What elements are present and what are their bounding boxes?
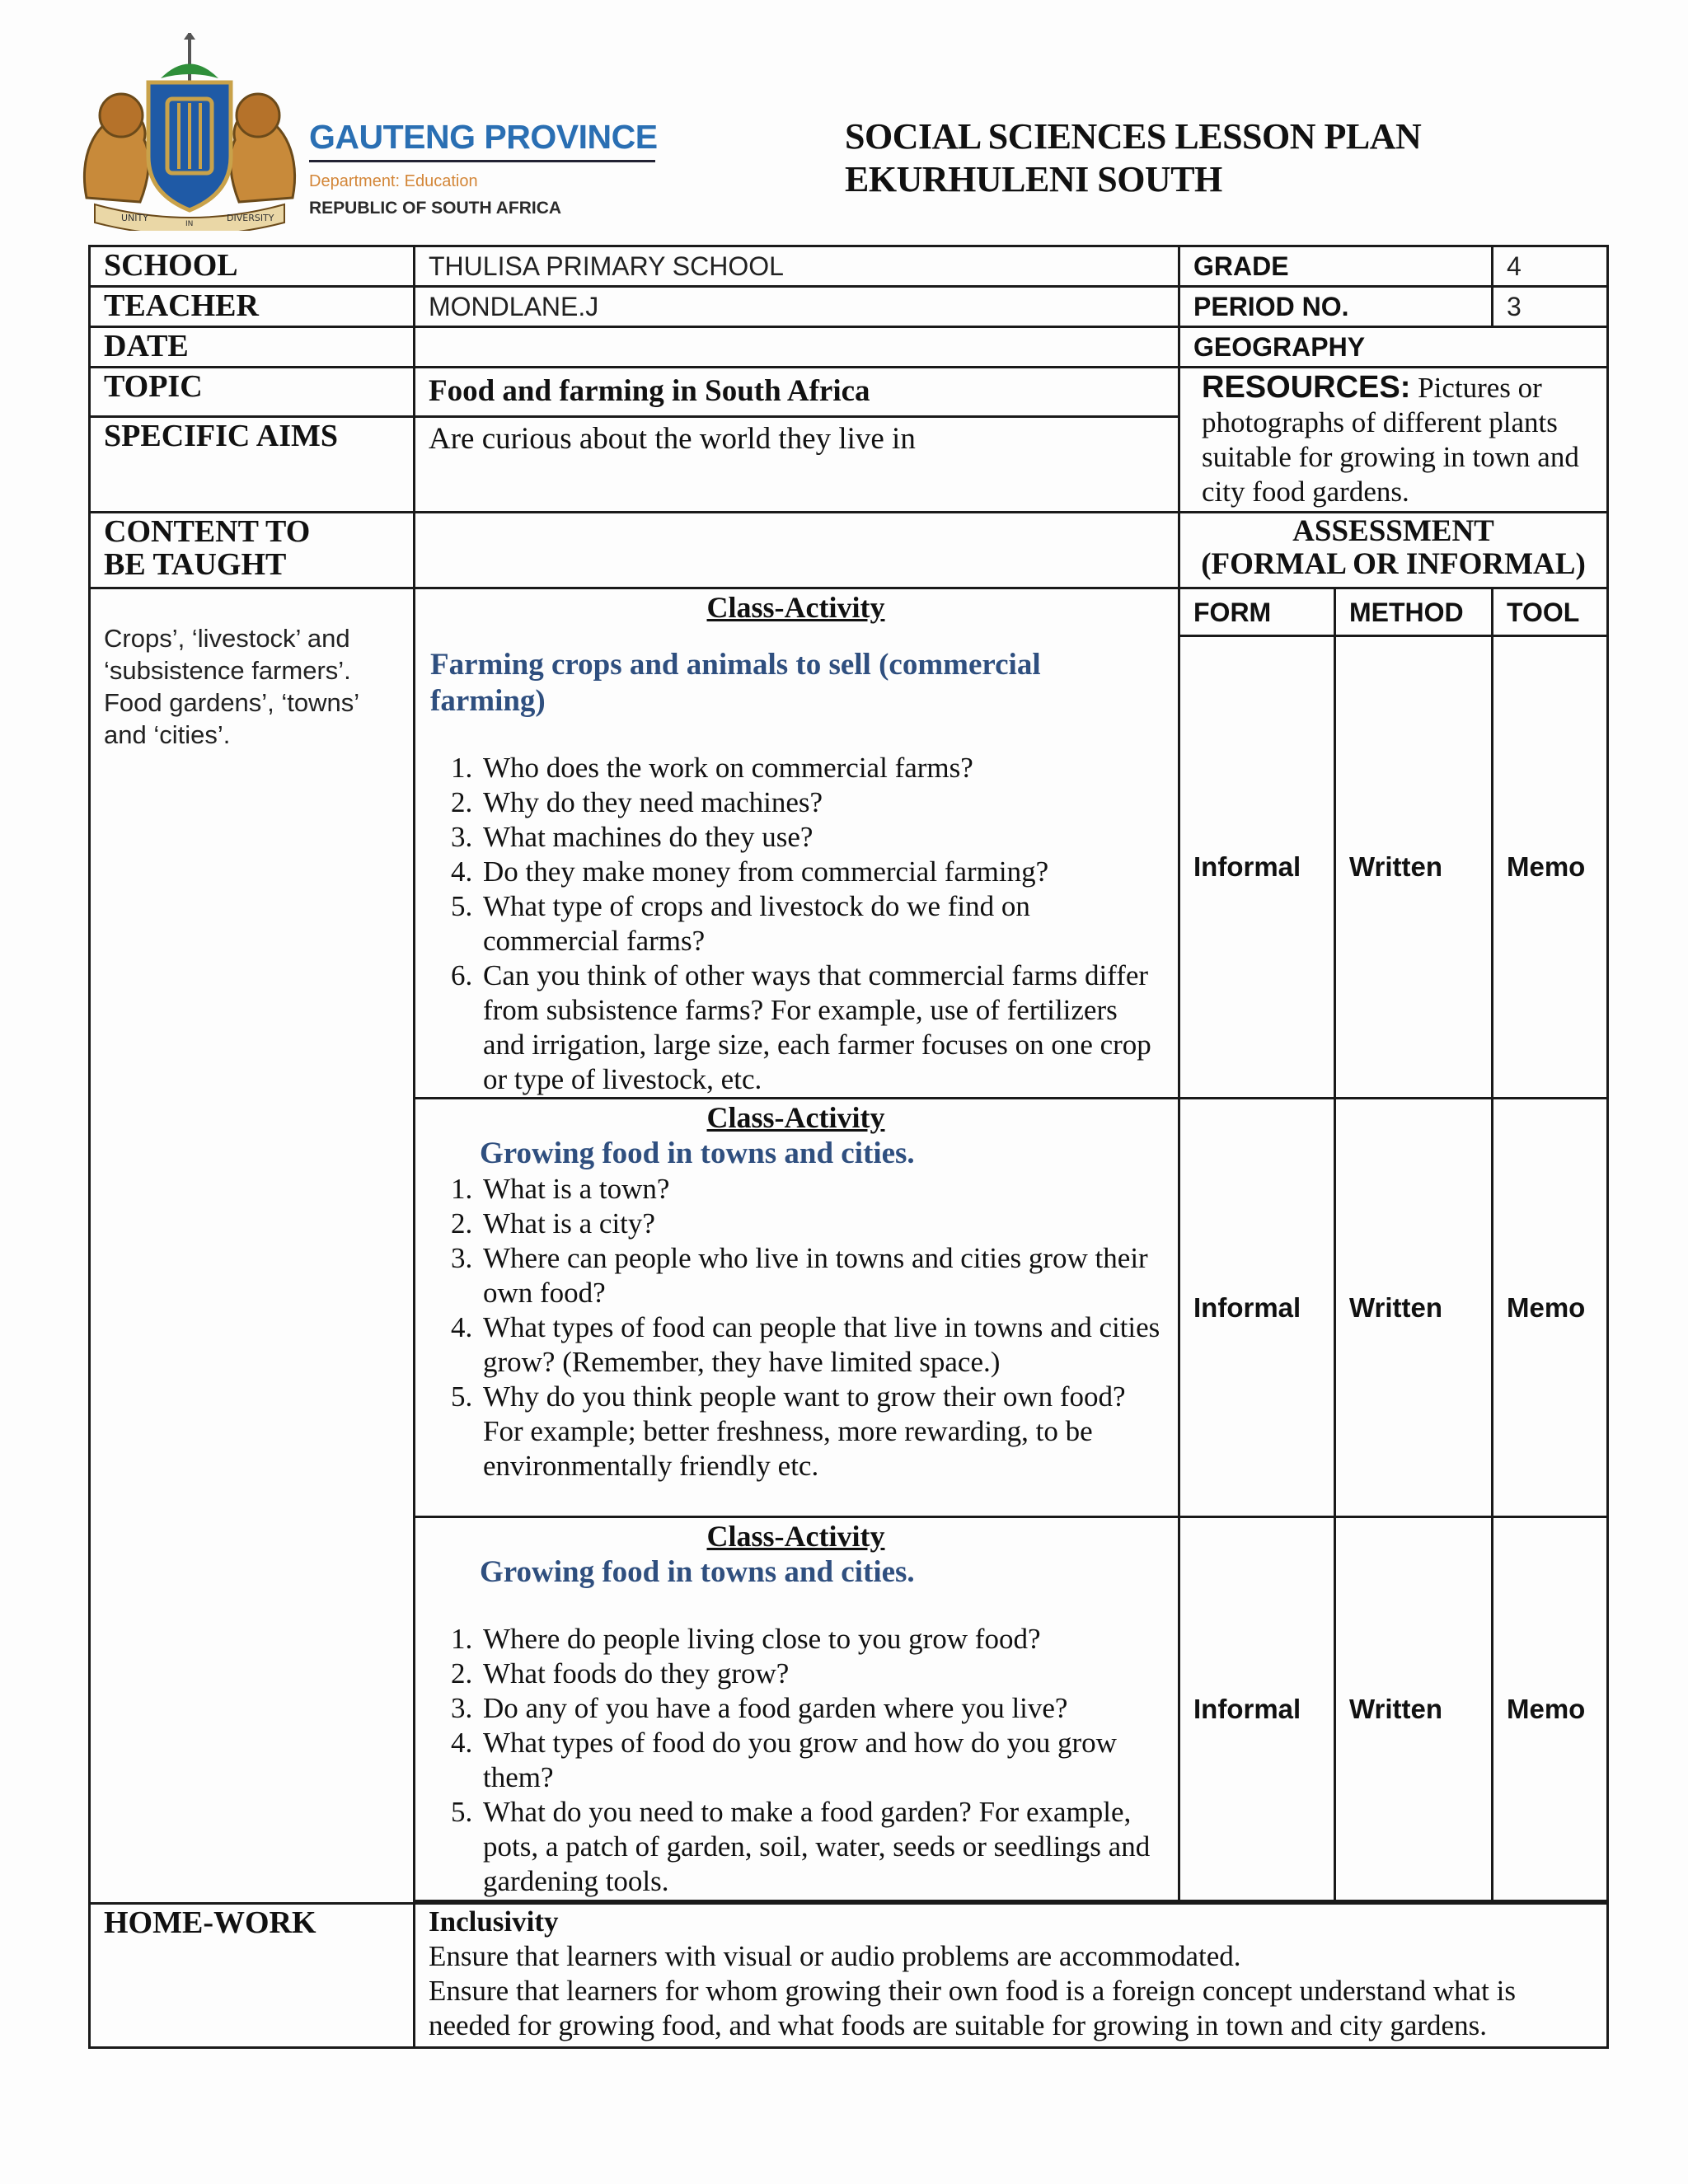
content-header-empty: [415, 513, 1179, 588]
content-label-line-1: CONTENT TO: [104, 514, 311, 549]
question-item: 4. Do they make money from commercial farming?: [480, 855, 1161, 889]
content-label: [90, 513, 415, 588]
activity-1-form: Informal: [1179, 636, 1335, 1099]
activity-2-questions: [430, 1172, 1161, 1483]
content-line-2: ‘subsistence farmers’.: [104, 656, 351, 685]
activity-3-questions: [430, 1622, 1161, 1899]
resources-cell: [1179, 368, 1608, 513]
period-label: PERIOD NO.: [1179, 287, 1493, 327]
activity-1-title: Class-Activity: [706, 591, 885, 624]
crest-scroll-text-3: DIVERSITY: [227, 213, 274, 223]
table-row-activity-1-head: [90, 588, 1608, 636]
document-title: [845, 115, 1421, 201]
school-label: SCHOOL: [90, 246, 415, 287]
activity-1-cell: [415, 588, 1179, 1099]
question-item: 3. Do any of you have a food garden where you live?: [480, 1691, 1161, 1726]
question-item: 2. Why do they need machines?: [480, 785, 1161, 820]
date-value: [415, 327, 1179, 368]
activity-3-form: Informal: [1179, 1517, 1335, 1901]
activity-1-tool: Memo: [1493, 636, 1608, 1099]
teacher-label: TEACHER: [90, 287, 415, 327]
table-row-date: [90, 327, 1608, 368]
activity-1-subtitle: Farming crops and animals to sell (commercial farming): [430, 648, 1041, 718]
logo-divider: [309, 160, 655, 162]
topic-value: Food and farming in South Africa: [415, 368, 1179, 417]
subject-label: GEOGRAPHY: [1179, 327, 1608, 368]
assessment-line-1: ASSESSMENT: [1292, 514, 1494, 548]
question-item: 5. What type of crops and livestock do we find on commercial farms?: [480, 889, 1161, 958]
activity-3-tool: Memo: [1493, 1517, 1608, 1901]
homework-title: Inclusivity: [429, 1905, 559, 1938]
activity-2-subtitle: Growing food in towns and cities.: [480, 1137, 915, 1170]
homework-cell: [415, 1904, 1608, 2048]
content-line-4: and ‘cities’.: [104, 720, 231, 749]
title-line-2: EKURHULENI SOUTH: [845, 159, 1222, 199]
topic-label: TOPIC: [90, 368, 415, 417]
method-header: METHOD: [1335, 588, 1493, 636]
activity-2-cell: [415, 1099, 1179, 1517]
question-item: 2. What is a city?: [480, 1207, 1161, 1241]
homework-label: HOME-WORK: [90, 1904, 415, 2048]
teacher-value: MONDLANE.J: [415, 287, 1179, 327]
grade-label: GRADE: [1179, 246, 1493, 287]
table-row-content-header: [90, 513, 1608, 588]
table-row-teacher: [90, 287, 1608, 327]
org-name: GAUTENG PROVINCE: [309, 118, 658, 156]
aims-label: SPECIFIC AIMS: [90, 417, 415, 513]
aims-value: Are curious about the world they live in: [415, 417, 1179, 513]
grade-value: 4: [1493, 246, 1608, 287]
activity-1-method: Written: [1335, 636, 1493, 1099]
activity-1-questions: [430, 751, 1161, 1097]
question-item: 5. What do you need to make a food garden? For example, pots, a patch of garden, soil, water, seeds or seedlings and gardening tools.: [480, 1795, 1161, 1899]
question-item: 1. What is a town?: [480, 1172, 1161, 1207]
table-row-school: [90, 246, 1608, 287]
assessment-line-2: (FORMAL OR INFORMAL): [1201, 547, 1586, 581]
activity-3-subtitle: Growing food in towns and cities.: [480, 1555, 915, 1589]
activity-2-title: Class-Activity: [706, 1101, 885, 1134]
title-line-1: SOCIAL SCIENCES LESSON PLAN: [845, 116, 1422, 157]
question-item: 6. Can you think of other ways that commercial farms differ from subsistence farms? For example, use of fertilizers and irrigation, large size, each farmer focuses on one crop or type of livestock, etc.: [480, 958, 1161, 1097]
question-item: 1. Who does the work on commercial farms?: [480, 751, 1161, 785]
assessment-header: [1179, 513, 1608, 588]
date-label: DATE: [90, 327, 415, 368]
activity-2-method: Written: [1335, 1099, 1493, 1517]
activity-2-tool: Memo: [1493, 1099, 1608, 1517]
question-item: 3. What machines do they use?: [480, 820, 1161, 855]
resources-value: Pictures or photographs of different plants suitable for growing in town and city food gardens.: [1202, 372, 1579, 508]
form-header: FORM: [1179, 588, 1335, 636]
homework-line-1: Ensure that learners with visual or audio problems are accommodated.: [429, 1940, 1241, 1972]
crest-scroll-text-1: UNITY: [121, 213, 148, 223]
question-item: 3. Where can people who live in towns and cities grow their own food?: [480, 1241, 1161, 1310]
homework-line-2: Ensure that learners for whom growing their own food is a foreign concept understand what is needed for growing food, and what foods are suitable for growing in town and city gardens.: [429, 1975, 1516, 2041]
school-value: THULISA PRIMARY SCHOOL: [415, 246, 1179, 287]
question-item: 4. What types of food do you grow and how do you grow them?: [480, 1726, 1161, 1795]
content-line-3: Food gardens’, ‘towns’: [104, 688, 360, 717]
question-item: 4. What types of food can people that live in towns and cities grow? (Remember, they have limited space.): [480, 1310, 1161, 1380]
lesson-plan-table: [88, 245, 1609, 2049]
question-item: 1. Where do people living close to you grow food?: [480, 1622, 1161, 1657]
resources-label: RESOURCES:: [1202, 370, 1411, 405]
gauteng-logo: [70, 33, 663, 231]
activity-3-cell: [415, 1517, 1179, 1901]
department-name: Department: Education: [309, 172, 478, 191]
content-cell: [90, 588, 415, 1904]
coat-of-arms-icon: [70, 33, 309, 231]
period-value: 3: [1493, 287, 1608, 327]
tool-header: TOOL: [1493, 588, 1608, 636]
republic-name: REPUBLIC OF SOUTH AFRICA: [309, 199, 562, 218]
table-row-homework: [90, 1904, 1608, 2048]
question-item: 5. Why do you think people want to grow their own food? For example; better freshness, more rewarding, to be environmentally friendly etc.: [480, 1380, 1161, 1483]
crest-scroll-text-2: IN: [185, 220, 194, 228]
content-line-1: Crops’, ‘livestock’ and: [104, 624, 350, 653]
logo-text: [309, 120, 672, 218]
content-label-line-2: BE TAUGHT: [104, 547, 287, 582]
table-row-topic: [90, 368, 1608, 417]
activity-3-title: Class-Activity: [706, 1520, 885, 1553]
activity-2-form: Informal: [1179, 1099, 1335, 1517]
question-item: 2. What foods do they grow?: [480, 1657, 1161, 1691]
activity-3-method: Written: [1335, 1517, 1493, 1901]
